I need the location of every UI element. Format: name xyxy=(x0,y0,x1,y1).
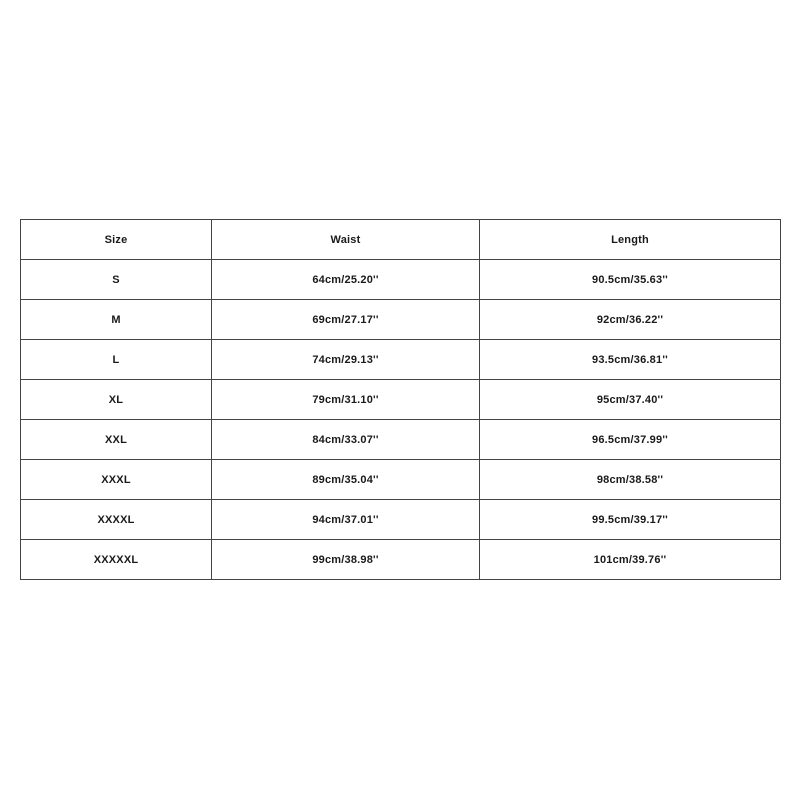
waist-cell: 89cm/35.04'' xyxy=(212,460,480,500)
header-waist: Waist xyxy=(212,220,480,260)
table-row xyxy=(21,500,781,540)
size-cell: XXXXL xyxy=(21,500,212,540)
waist-cell: 74cm/29.13'' xyxy=(212,340,480,380)
waist-cell: 99cm/38.98'' xyxy=(212,540,480,580)
size-cell: S xyxy=(21,260,212,300)
size-cell: XXXL xyxy=(21,460,212,500)
table-row xyxy=(21,260,781,300)
length-cell: 101cm/39.76'' xyxy=(480,540,781,580)
waist-cell: 79cm/31.10'' xyxy=(212,380,480,420)
length-cell: 95cm/37.40'' xyxy=(480,380,781,420)
length-cell: 99.5cm/39.17'' xyxy=(480,500,781,540)
size-cell: L xyxy=(21,340,212,380)
size-chart-body xyxy=(21,260,781,580)
length-cell: 90.5cm/35.63'' xyxy=(480,260,781,300)
waist-cell: 69cm/27.17'' xyxy=(212,300,480,340)
table-row xyxy=(21,300,781,340)
header-row xyxy=(21,220,781,260)
size-cell: XL xyxy=(21,380,212,420)
waist-cell: 84cm/33.07'' xyxy=(212,420,480,460)
waist-cell: 94cm/37.01'' xyxy=(212,500,480,540)
size-cell: M xyxy=(21,300,212,340)
length-cell: 92cm/36.22'' xyxy=(480,300,781,340)
header-length: Length xyxy=(480,220,781,260)
table-row xyxy=(21,540,781,580)
size-cell: XXXXXL xyxy=(21,540,212,580)
length-cell: 98cm/38.58'' xyxy=(480,460,781,500)
table-row xyxy=(21,460,781,500)
length-cell: 96.5cm/37.99'' xyxy=(480,420,781,460)
table-row xyxy=(21,420,781,460)
waist-cell: 64cm/25.20'' xyxy=(212,260,480,300)
table-row xyxy=(21,340,781,380)
size-chart-table xyxy=(20,219,781,580)
table-row xyxy=(21,380,781,420)
size-cell: XXL xyxy=(21,420,212,460)
length-cell: 93.5cm/36.81'' xyxy=(480,340,781,380)
size-chart-header xyxy=(21,220,781,260)
header-size: Size xyxy=(21,220,212,260)
